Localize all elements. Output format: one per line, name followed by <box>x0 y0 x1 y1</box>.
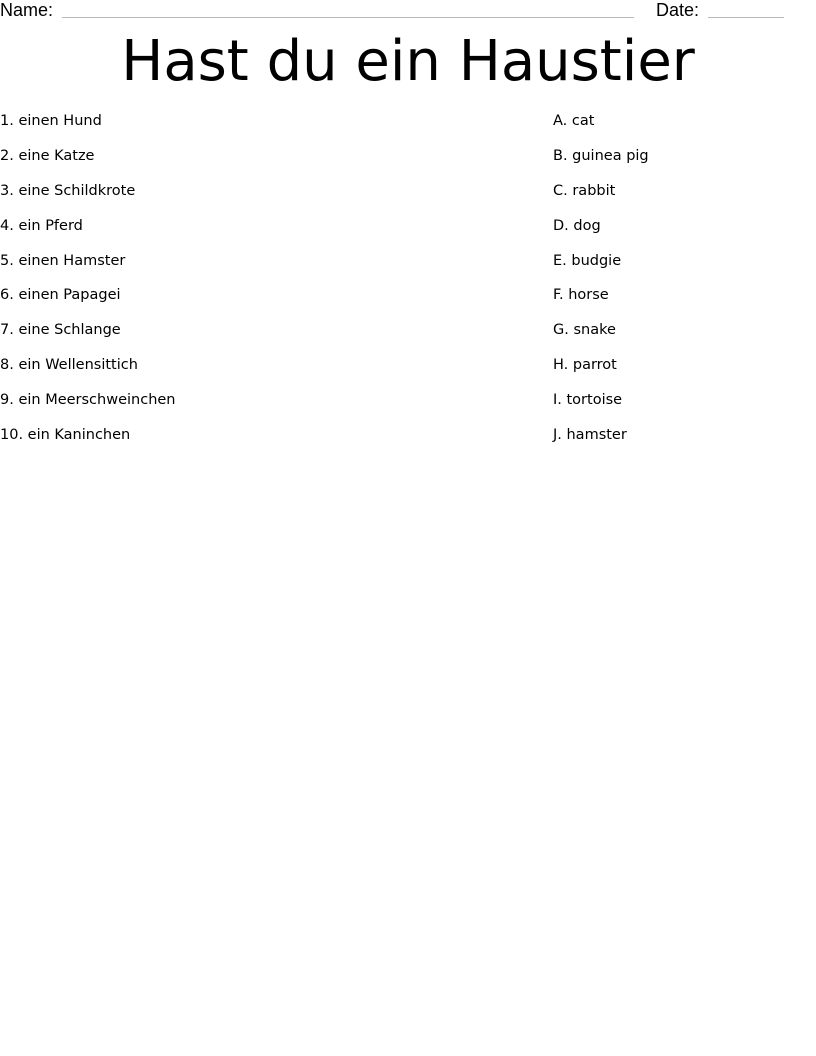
list-item: 4. ein Pferd <box>0 217 83 234</box>
list-item: 3. eine Schildkrote <box>0 182 136 199</box>
list-item: 10. ein Kaninchen <box>0 427 131 444</box>
list-item: E. budgie <box>553 252 622 269</box>
date-field[interactable] <box>708 17 784 18</box>
list-item: G. snake <box>553 322 616 339</box>
list-item: F. horse <box>553 287 609 304</box>
list-item: 6. einen Papagei <box>0 287 121 304</box>
list-item: H. parrot <box>553 357 617 374</box>
list-item: 1. einen Hund <box>0 113 102 129</box>
german-terms-list <box>0 110 176 459</box>
list-item: 8. ein Wellensittich <box>0 357 138 374</box>
name-field[interactable] <box>62 17 634 18</box>
list-item: I. tortoise <box>553 392 623 409</box>
list-item: A. cat <box>553 113 595 129</box>
list-item: 7. eine Schlange <box>0 322 121 339</box>
list-item: 9. ein Meerschweinchen <box>0 392 176 409</box>
list-item: D. dog <box>553 217 601 234</box>
english-terms-list <box>553 110 649 459</box>
date-label: Date: <box>656 0 700 20</box>
list-item: C. rabbit <box>553 182 616 199</box>
list-item: 5. einen Hamster <box>0 252 126 269</box>
list-item: 2. eine Katze <box>0 147 95 164</box>
worksheet-header <box>0 0 816 24</box>
page-title: Hast du ein Haustier <box>121 29 695 94</box>
list-item: B. guinea pig <box>553 147 649 164</box>
list-item: J. hamster <box>553 427 627 444</box>
name-label: Name: <box>0 0 54 20</box>
